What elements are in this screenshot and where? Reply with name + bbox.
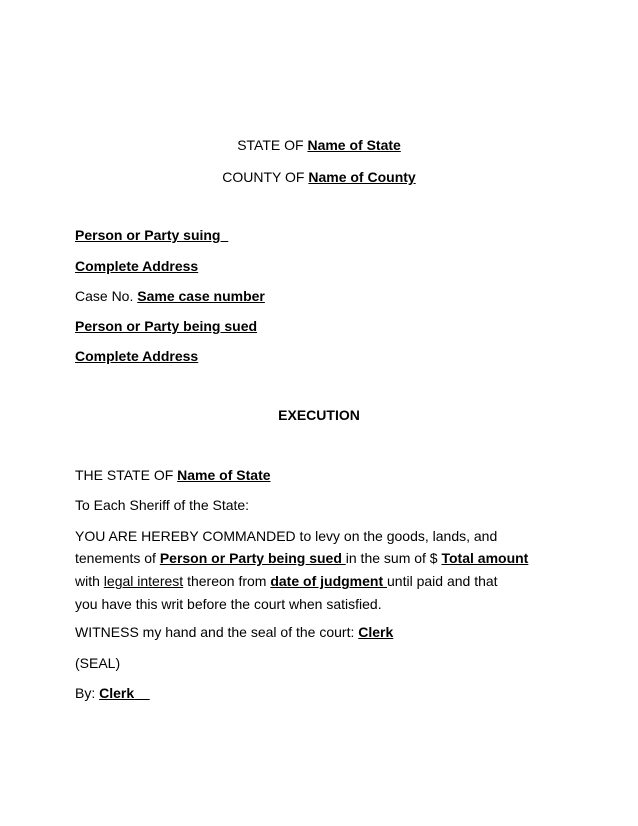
defendant-field: Person or Party being sued [75,318,258,334]
state-name-field: Name of State [307,137,401,153]
command-line-4: you have this writ before the court when satisfied. [75,596,382,612]
body-state-prefix: THE STATE OF [75,467,178,483]
sheriff-address-line: To Each Sheriff of the State: [75,497,250,513]
total-amount-field: Total amount [441,550,529,566]
county-name-field: Name of County [308,169,416,185]
state-heading-prefix: STATE OF [237,137,308,153]
witness-clerk-field: Clerk [358,624,394,640]
by-line [75,684,150,702]
county-heading-prefix: COUNTY OF [222,169,309,185]
body-state-name-field: Name of State [177,467,271,483]
command-line-2-text-a: tenements of [75,550,160,566]
county-heading [0,168,638,186]
by-prefix: By: [75,685,100,701]
document-title-text: EXECUTION [278,407,360,423]
defendant-line [75,317,257,335]
command-line-3-text-a: with [75,573,104,589]
command-line-2 [75,549,528,567]
case-number-field: Same case number [137,288,265,304]
defendant-ref-field: Person or Party being sued [159,550,346,566]
plaintiff-address-field: Complete Address [75,258,199,274]
document-title [0,406,638,424]
command-line-2-text-b: in the sum of $ [345,550,442,566]
plaintiff-address-line [75,257,198,275]
command-line-3 [75,572,498,590]
by-clerk-field: Clerk [99,685,135,701]
command-line-3-text-b: thereon from [183,573,271,589]
witness-line [75,623,393,641]
legal-interest-field: legal interest [103,573,184,589]
case-number-prefix: Case No. [75,288,138,304]
defendant-address-field: Complete Address [75,348,199,364]
seal-line: (SEAL) [75,655,121,671]
command-line-1: YOU ARE HEREBY COMMANDED to levy on the goods, lands, and [75,528,498,544]
plaintiff-field: Person or Party suing [75,227,221,243]
state-heading [0,136,638,154]
case-number-line [75,287,265,305]
judgment-date-field: date of judgment [270,573,388,589]
command-line-3-text-c: until paid and that [387,573,498,589]
body-state-line [75,466,271,484]
defendant-address-line [75,347,198,365]
witness-text: WITNESS my hand and the seal of the court: [75,624,359,640]
plaintiff-line [75,226,228,244]
